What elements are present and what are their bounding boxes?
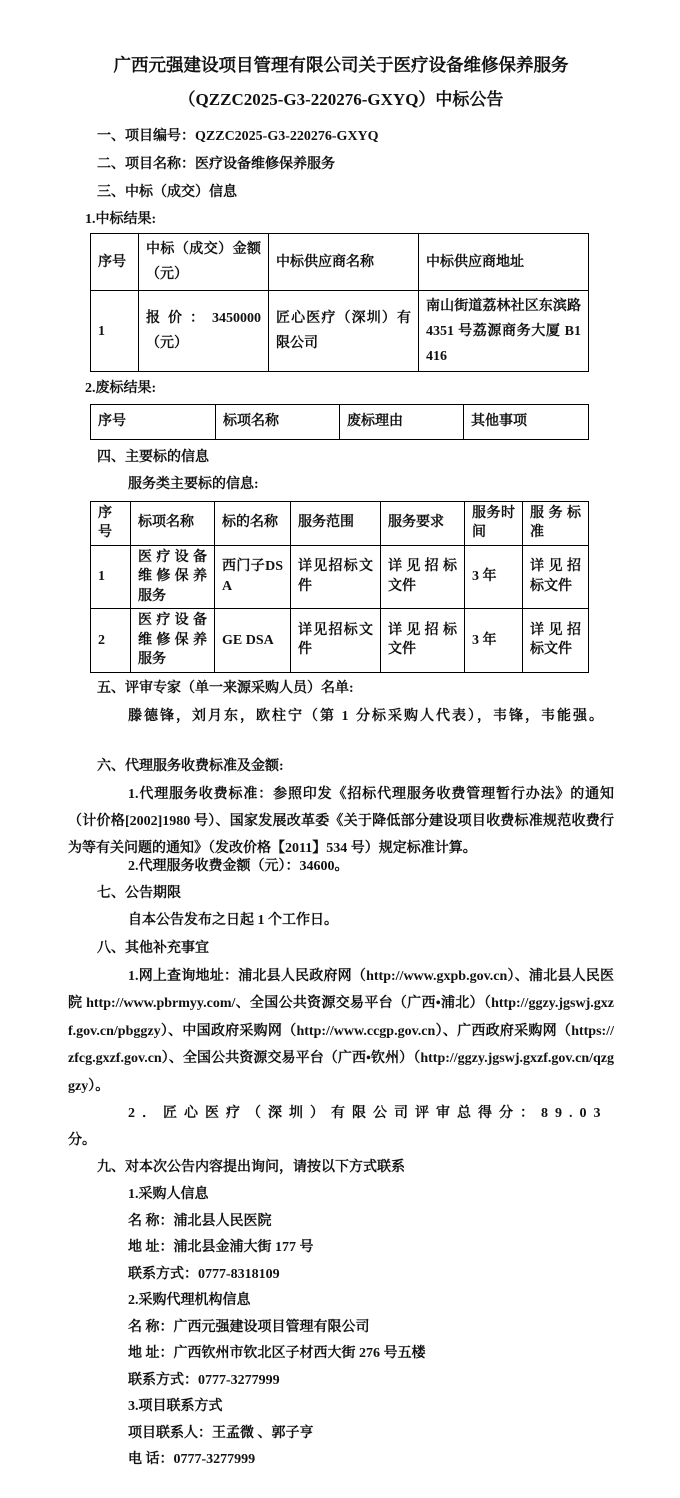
main-targets-row-1 [91,545,589,609]
award-result-label: 1.中标结果: [85,212,157,227]
main-cell-item-name: 医疗设备维修保养服务 [131,609,215,673]
main-header-service-std: 服务标准 [523,501,589,545]
doc-title-line2: （QZZC2025-G3-220276-GXYQ）中标公告 [178,90,504,109]
supplier-score-line: 2．匠心医疗（深圳）有限公司评审总得分：89.03 [128,1106,608,1121]
main-header-seq: 序号 [91,501,131,545]
section-project-number: 一、项目编号：QZZC2025-G3-220276-GXYQ [97,129,379,144]
doc-title-line1: 广西元强建设项目管理有限公司关于医疗设备维修保养服务 [113,55,569,75]
main-header-target-name: 标的名称 [215,501,291,545]
main-cell-service-std: 详见招标文件 [523,609,589,673]
agency-name: 名 称：广西元强建设项目管理有限公司 [128,1319,370,1335]
rejected-result-table [90,404,589,440]
award-header-supplier-name: 中标供应商名称 [269,234,419,291]
main-cell-target-name: GE DSA [215,609,291,673]
buyer-name: 名 称：浦北县人民医院 [128,1213,272,1229]
main-cell-service-req: 详见招标文件 [381,545,465,609]
award-cell-supplier-address: 南山街道荔林社区东滨路4351 号荔源商务大厦 B1416 [419,291,589,372]
main-cell-service-scope: 详见招标文件 [291,609,381,673]
main-cell-target-name: 西门子DSA [215,545,291,609]
agency-phone: 联系方式：0777-3277999 [128,1372,280,1388]
main-cell-service-req: 详见招标文件 [381,609,465,673]
main-cell-seq: 2 [91,609,131,673]
agency-fee-amount: 2.代理服务收费金额（元）：34600。 [128,858,349,874]
project-contact-phone: 电 话：0777-3277999 [128,1452,256,1467]
rejected-result-label: 2.废标结果: [85,381,157,396]
section-experts: 五、评审专家（单一来源采购人员）名单: [97,680,354,696]
main-cell-service-time: 3 年 [465,545,523,609]
award-header-amount: 中标（成交）金额（元） [139,234,269,291]
award-cell-seq: 1 [91,291,139,372]
rejected-table-header-row [91,405,589,440]
experts-name-list: 滕德锋，刘月东，欧柱宁（第 1 分标采购人代表），韦锋，韦能强。 [128,708,605,724]
service-targets-note: 服务类主要标的信息: [128,477,259,492]
main-header-service-time: 服务时间 [465,501,523,545]
main-header-item-name: 标项名称 [131,501,215,545]
section-main-targets: 四、主要标的信息 [97,450,209,465]
project-contact-label: 3.项目联系方式 [128,1399,223,1414]
buyer-info-label: 1.采购人信息 [128,1187,209,1202]
main-targets-table [90,501,589,673]
agency-fee-standard: 1.代理服务收费标准：参照印发《招标代理服务收费管理暂行办法》的通知（计价格[2002]1980 号）、国家发展改革委《关于降低部分建设项目收费标准规范收费行为等有关问题的通知》（发改价格【2011】534 号）规定标准计算。 [68,786,614,856]
award-cell-amount: 报价：3450000（元） [139,291,269,372]
rejected-header-seq: 序号 [91,405,216,440]
notice-period-text: 自本公告发布之日起 1 个工作日。 [128,913,338,928]
section-award-info: 三、中标（成交）信息 [97,185,237,200]
buyer-phone: 联系方式：0777-8318109 [128,1266,280,1282]
query-urls-paragraph: 1.网上查询地址：浦北县人民政府网（http://www.gxpb.gov.cn）、浦北县人民医院 http://www.pbrmyy.com/、全国公共资源交易平台（广西•浦北）（http://ggzy.jgswj.gxzf.gov.cn/pbggzy）、中国政府采购网（http://www.ccgp.gov.cn）、广西政府采购网（https://zfcg.gxzf.gov.cn）、全国公共资源交易平台（广西•钦州）（http://ggzy.jgswj.gxzf.gov.cn/qzggzy）。 [68,968,614,1094]
section-notice-period: 七、公告期限 [97,886,181,901]
section-agency-fee: 六、代理服务收费标准及金额: [97,758,284,774]
agency-address: 地 址：广西钦州市钦北区子材西大街 276 号五楼 [128,1346,426,1361]
award-header-seq: 序号 [91,234,139,291]
main-targets-row-2 [91,609,589,673]
rejected-header-reason: 废标理由 [340,405,464,440]
main-cell-service-time: 3 年 [465,609,523,673]
award-result-table [90,233,589,372]
section-project-name: 二、项目名称：医疗设备维修保养服务 [97,157,335,172]
main-cell-service-scope: 详见招标文件 [291,545,381,609]
award-header-supplier-address: 中标供应商地址 [419,234,589,291]
rejected-header-item-name: 标项名称 [216,405,340,440]
agency-info-label: 2.采购代理机构信息 [128,1293,251,1308]
award-cell-supplier-name: 匠心医疗（深圳）有限公司 [269,291,419,372]
buyer-address: 地 址：浦北县金浦大街 177 号 [128,1240,314,1255]
project-contact-person: 项目联系人：王孟微 、郭子亨 [128,1425,314,1441]
section-contact: 九、对本次公告内容提出询问，请按以下方式联系 [97,1160,405,1175]
main-cell-service-std: 详见招标文件 [523,545,589,609]
main-cell-seq: 1 [91,545,131,609]
award-table-row [91,291,589,372]
section-supplement: 八、其他补充事宜 [97,940,209,956]
main-header-service-scope: 服务范围 [291,501,381,545]
supplier-score-tail: 分。 [68,1133,96,1148]
main-targets-header-row [91,501,589,545]
main-cell-item-name: 医疗设备维修保养服务 [131,545,215,609]
main-header-service-req: 服务要求 [381,501,465,545]
award-table-header-row [91,234,589,291]
rejected-header-other: 其他事项 [464,405,589,440]
